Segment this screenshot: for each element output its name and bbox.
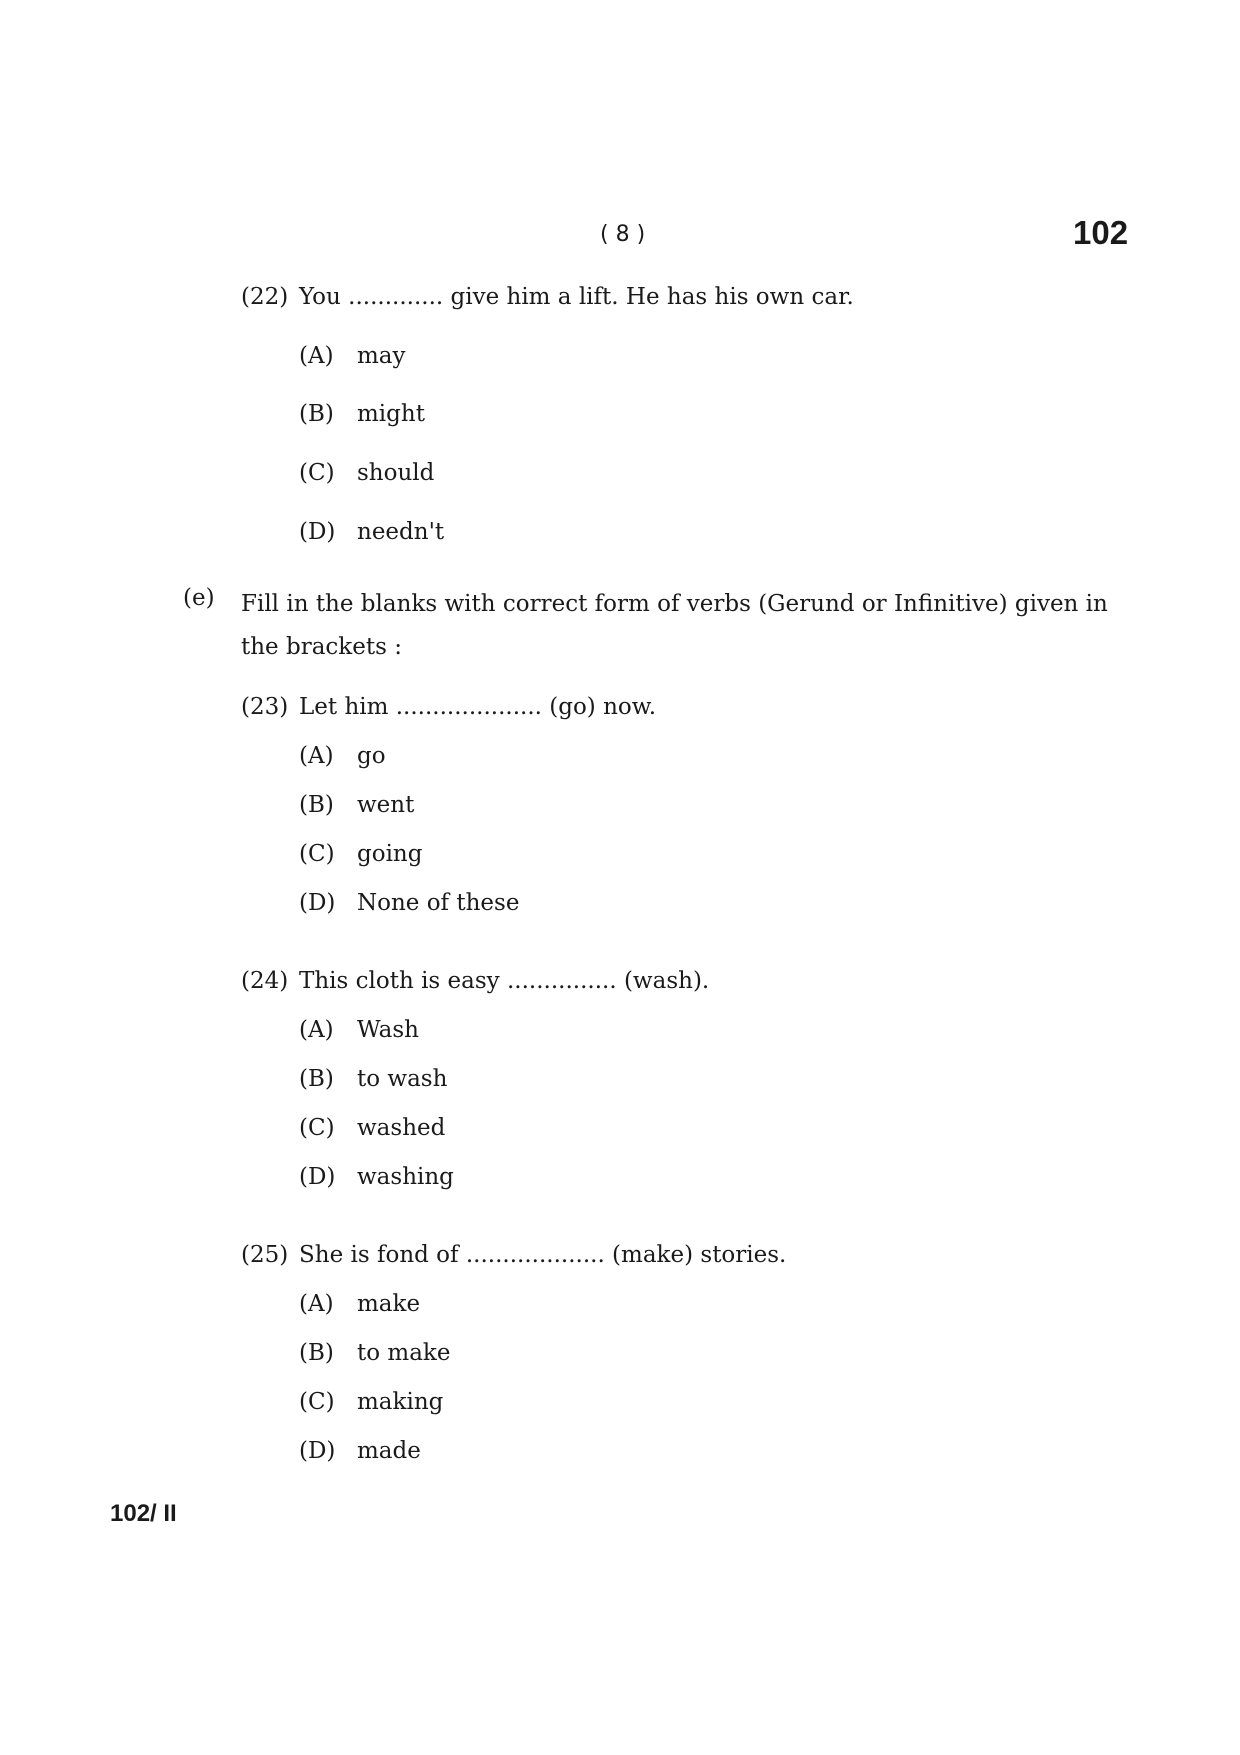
option-label: (C) xyxy=(299,460,335,486)
q24-option-c xyxy=(299,1113,445,1143)
paper-code: 102 xyxy=(1073,214,1129,251)
question-23 xyxy=(241,692,656,722)
option-label: (A) xyxy=(299,1017,334,1043)
question-25 xyxy=(241,1240,786,1270)
option-text: go xyxy=(357,743,386,769)
question-text: She is fond of ................... (make) stories. xyxy=(299,1242,787,1268)
q25-option-d xyxy=(299,1436,421,1466)
option-text: None of these xyxy=(357,890,520,916)
option-label: (B) xyxy=(299,792,334,818)
q22-option-d xyxy=(299,517,444,547)
option-text: making xyxy=(357,1389,444,1415)
option-label: (C) xyxy=(299,841,335,867)
option-label: (D) xyxy=(299,890,336,916)
option-text: going xyxy=(357,841,423,867)
option-label: (C) xyxy=(299,1389,335,1415)
question-number: (25) xyxy=(241,1242,289,1268)
q24-option-a xyxy=(299,1015,419,1045)
option-text: may xyxy=(357,343,406,369)
q24-option-d xyxy=(299,1162,454,1192)
option-text: went xyxy=(357,792,415,818)
q25-option-b xyxy=(299,1338,450,1368)
option-text: to wash xyxy=(357,1066,448,1092)
option-label: (B) xyxy=(299,1340,334,1366)
q23-option-c xyxy=(299,839,422,869)
section-e-label: (e) xyxy=(183,585,215,611)
q22-option-b xyxy=(299,399,425,429)
q25-option-a xyxy=(299,1289,420,1319)
option-text: needn't xyxy=(357,519,445,545)
q24-option-b xyxy=(299,1064,447,1094)
page-number: ( 8 ) xyxy=(600,222,646,247)
option-label: (C) xyxy=(299,1115,335,1141)
section-e-instruction: Fill in the blanks with correct form of verbs (Gerund or Infinitive) given in the brackets : xyxy=(241,591,1108,660)
option-text: make xyxy=(357,1291,421,1317)
q23-option-d xyxy=(299,888,519,918)
option-label: (A) xyxy=(299,1291,334,1317)
option-text: might xyxy=(357,401,425,427)
option-label: (D) xyxy=(299,1438,336,1464)
option-text: made xyxy=(357,1438,421,1464)
option-label: (D) xyxy=(299,1164,336,1190)
option-label: (A) xyxy=(299,343,334,369)
q22-option-a xyxy=(299,341,406,371)
q22-option-c xyxy=(299,458,434,488)
option-text: washed xyxy=(357,1115,446,1141)
option-label: (B) xyxy=(299,1066,334,1092)
option-label: (D) xyxy=(299,519,336,545)
q23-option-a xyxy=(299,741,386,771)
question-number: (24) xyxy=(241,968,289,994)
question-text: You ............. give him a lift. He has his own car. xyxy=(299,284,854,310)
question-number: (23) xyxy=(241,694,289,720)
option-text: should xyxy=(357,460,435,486)
option-text: to make xyxy=(357,1340,451,1366)
question-text: Let him .................... (go) now. xyxy=(299,694,657,720)
q25-option-c xyxy=(299,1387,443,1417)
option-text: washing xyxy=(357,1164,454,1190)
option-label: (B) xyxy=(299,401,334,427)
question-number: (22) xyxy=(241,284,289,310)
option-label: (A) xyxy=(299,743,334,769)
question-22 xyxy=(241,282,854,312)
question-text: This cloth is easy ............... (wash). xyxy=(299,968,710,994)
question-24 xyxy=(241,966,709,996)
q23-option-b xyxy=(299,790,414,820)
option-text: Wash xyxy=(357,1017,419,1043)
footer-code: 102/ II xyxy=(110,1500,177,1527)
